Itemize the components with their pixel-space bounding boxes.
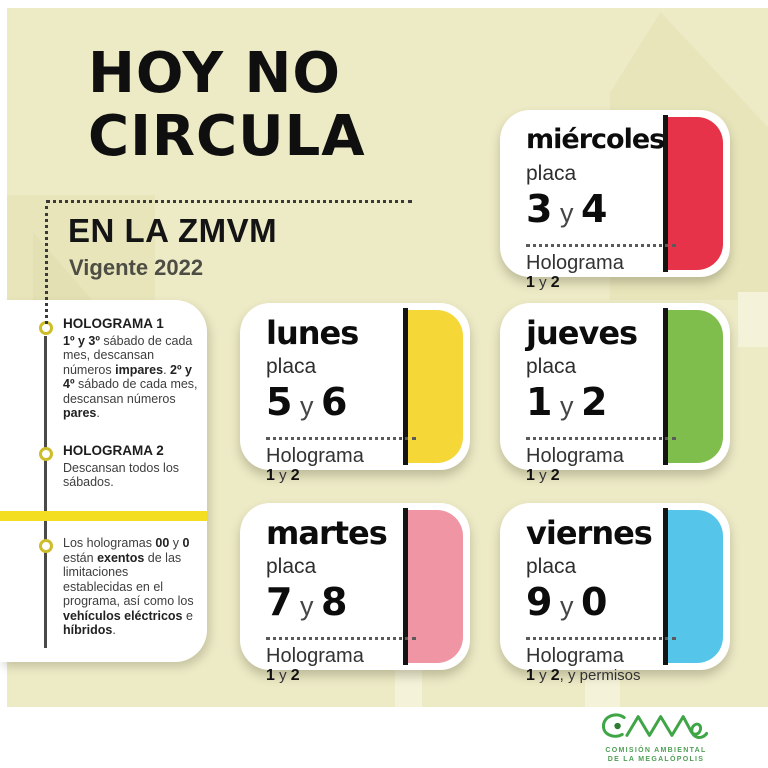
- org-name-line-2: DE LA MEGALÓPOLIS: [607, 756, 705, 763]
- legend-heading: HOLOGRAMA 1: [63, 316, 164, 331]
- building-silhouette: [738, 292, 768, 347]
- dotted-separator: [526, 244, 676, 247]
- title-line-1: HOY NO: [88, 41, 341, 106]
- hologram-label: Holograma: [526, 645, 624, 667]
- legend-body: 1º y 3º sábado de cada mes, descansan números impares. 2º y 4º sábado de cada mes, descansan números pares.: [63, 333, 198, 420]
- plate-numbers: 3 y 4: [526, 187, 608, 231]
- hologram-values: 1 y 2: [266, 667, 300, 684]
- day-card-martes: [240, 503, 470, 684]
- plate-numbers: 7 y 8: [266, 580, 348, 624]
- plate-numbers: 1 y 2: [526, 380, 608, 424]
- org-name-line-1: COMISIÓN AMBIENTAL: [605, 747, 707, 754]
- day-name: viernes: [526, 514, 652, 552]
- plate-label: placa: [526, 355, 577, 378]
- legend-section-holograma-1: [63, 317, 199, 421]
- hologram-values: 1 y 2, y permisos: [526, 667, 641, 684]
- plate-label: placa: [266, 555, 317, 578]
- came-logo-icon: [597, 711, 715, 741]
- hologram-values: 1 y 2: [526, 467, 560, 484]
- day-name: miércoles: [526, 124, 665, 155]
- poster-subtitle: EN LA ZMVM: [68, 212, 278, 249]
- timeline-line: [44, 336, 47, 648]
- legend-heading: HOLOGRAMA 2: [63, 443, 164, 458]
- dotted-divider-horizontal: [46, 200, 412, 203]
- plate-label: placa: [526, 162, 577, 185]
- hologram-label: Holograma: [266, 445, 364, 467]
- bullet-icon: [39, 539, 53, 553]
- poster-title: [88, 42, 366, 168]
- day-card-viernes: [500, 503, 730, 684]
- day-name: lunes: [266, 314, 359, 352]
- day-card-miercoles: [500, 110, 730, 291]
- hologram-label: Holograma: [266, 645, 364, 667]
- legend-body: Descansan todos los sábados.: [63, 460, 180, 489]
- day-name: martes: [266, 514, 387, 552]
- plate-numbers: 9 y 0: [526, 580, 608, 624]
- dotted-divider-vertical: [45, 206, 48, 324]
- legend-body: Los hologramas 00 y 0 están exentos de las limitaciones establecidas en el programa, así como los vehículos eléctricos e híbridos.: [63, 536, 194, 637]
- dotted-separator: [266, 637, 416, 640]
- footer: [0, 707, 768, 768]
- plate-numbers: 5 y 6: [266, 380, 348, 424]
- title-line-2: CIRCULA: [88, 104, 366, 169]
- validity-label: Vigente 2022: [69, 255, 204, 280]
- dotted-separator: [526, 637, 676, 640]
- plate-label: placa: [526, 555, 577, 578]
- legend-section-holograma-2: [63, 444, 199, 490]
- day-card-lunes: [240, 303, 470, 484]
- day-card-jueves: [500, 303, 730, 484]
- dotted-separator: [266, 437, 416, 440]
- legend-section-exemptions: [63, 536, 199, 638]
- bullet-icon: [39, 447, 53, 461]
- came-logo: [588, 711, 724, 764]
- hologram-legend-panel: [0, 300, 207, 662]
- yellow-divider-bar: [0, 511, 207, 521]
- day-name: jueves: [526, 314, 638, 352]
- hologram-label: Holograma: [526, 252, 624, 274]
- hologram-label: Holograma: [526, 445, 624, 467]
- hologram-values: 1 y 2: [526, 274, 560, 291]
- dotted-separator: [526, 437, 676, 440]
- hologram-values: 1 y 2: [266, 467, 300, 484]
- plate-label: placa: [266, 355, 317, 378]
